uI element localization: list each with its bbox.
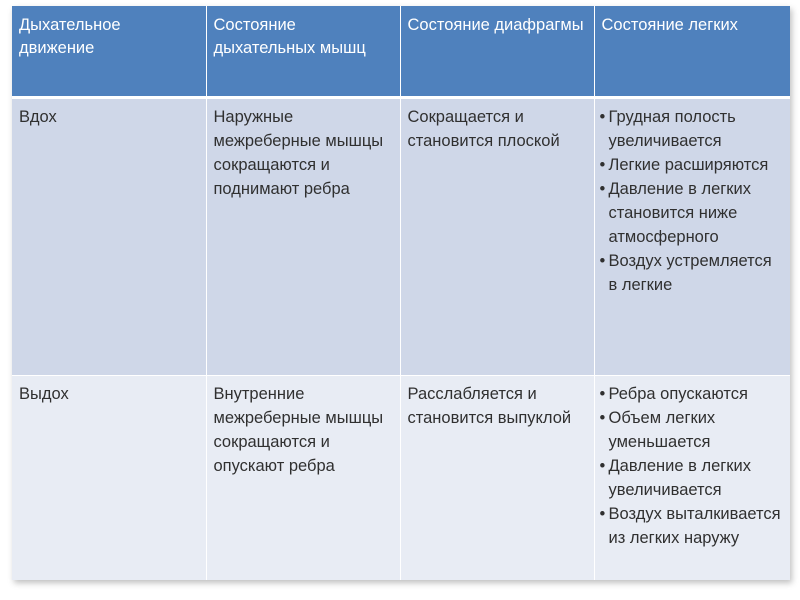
list-item-text: Воздух устремляется в легкие bbox=[608, 252, 772, 294]
bullet-icon: • bbox=[599, 409, 606, 427]
cell-lungs bbox=[594, 376, 790, 581]
list-item-text: Давление в легких увеличивается bbox=[608, 457, 751, 499]
bullet-icon: • bbox=[599, 457, 606, 475]
list-item-text: Грудная полость увеличивается bbox=[608, 108, 736, 150]
breathing-table-container bbox=[12, 6, 790, 580]
lung-state-list bbox=[599, 105, 785, 297]
cell-movement: Выдох bbox=[12, 376, 206, 581]
bullet-icon: • bbox=[599, 385, 606, 403]
header-diaphragm-state: Состояние диафрагмы bbox=[400, 6, 594, 98]
cell-diaphragm: Сокращается и становится плоской bbox=[400, 98, 594, 376]
bullet-icon: • bbox=[599, 505, 606, 523]
list-item bbox=[599, 105, 785, 153]
cell-movement: Вдох bbox=[12, 98, 206, 376]
list-item-text: Ребра опускаются bbox=[608, 385, 748, 403]
list-item-text: Воздух выталкивается из легких наружу bbox=[608, 505, 781, 547]
cell-diaphragm: Расслабляется и становится выпуклой bbox=[400, 376, 594, 581]
header-muscle-state: Состояние дыхательных мышц bbox=[206, 6, 400, 98]
list-item-text: Легкие расширяются bbox=[608, 156, 769, 174]
bullet-icon: • bbox=[599, 180, 606, 198]
header-breathing-movement: Дыхательное движение bbox=[12, 6, 206, 98]
table-row-exhale bbox=[12, 376, 790, 581]
list-item bbox=[599, 249, 785, 297]
list-item bbox=[599, 502, 785, 550]
list-item bbox=[599, 177, 785, 249]
table-row-inhale bbox=[12, 98, 790, 376]
list-item-text: Объем легких уменьшается bbox=[608, 409, 716, 451]
bullet-icon: • bbox=[599, 108, 606, 126]
list-item bbox=[599, 454, 785, 502]
list-item bbox=[599, 406, 785, 454]
list-item bbox=[599, 153, 785, 177]
table-header-row bbox=[12, 6, 790, 98]
header-lung-state: Состояние легких bbox=[594, 6, 790, 98]
lung-state-list bbox=[599, 382, 785, 550]
cell-muscles: Наружные межреберные мышцы сокращаются и поднимают ребра bbox=[206, 98, 400, 376]
cell-lungs bbox=[594, 98, 790, 376]
breathing-table bbox=[12, 6, 790, 580]
bullet-icon: • bbox=[599, 156, 606, 174]
cell-muscles: Внутренние межреберные мышцы сокращаются и опускают ребра bbox=[206, 376, 400, 581]
list-item bbox=[599, 382, 785, 406]
list-item-text: Давление в легких становится ниже атмосферного bbox=[608, 180, 751, 246]
bullet-icon: • bbox=[599, 252, 606, 270]
